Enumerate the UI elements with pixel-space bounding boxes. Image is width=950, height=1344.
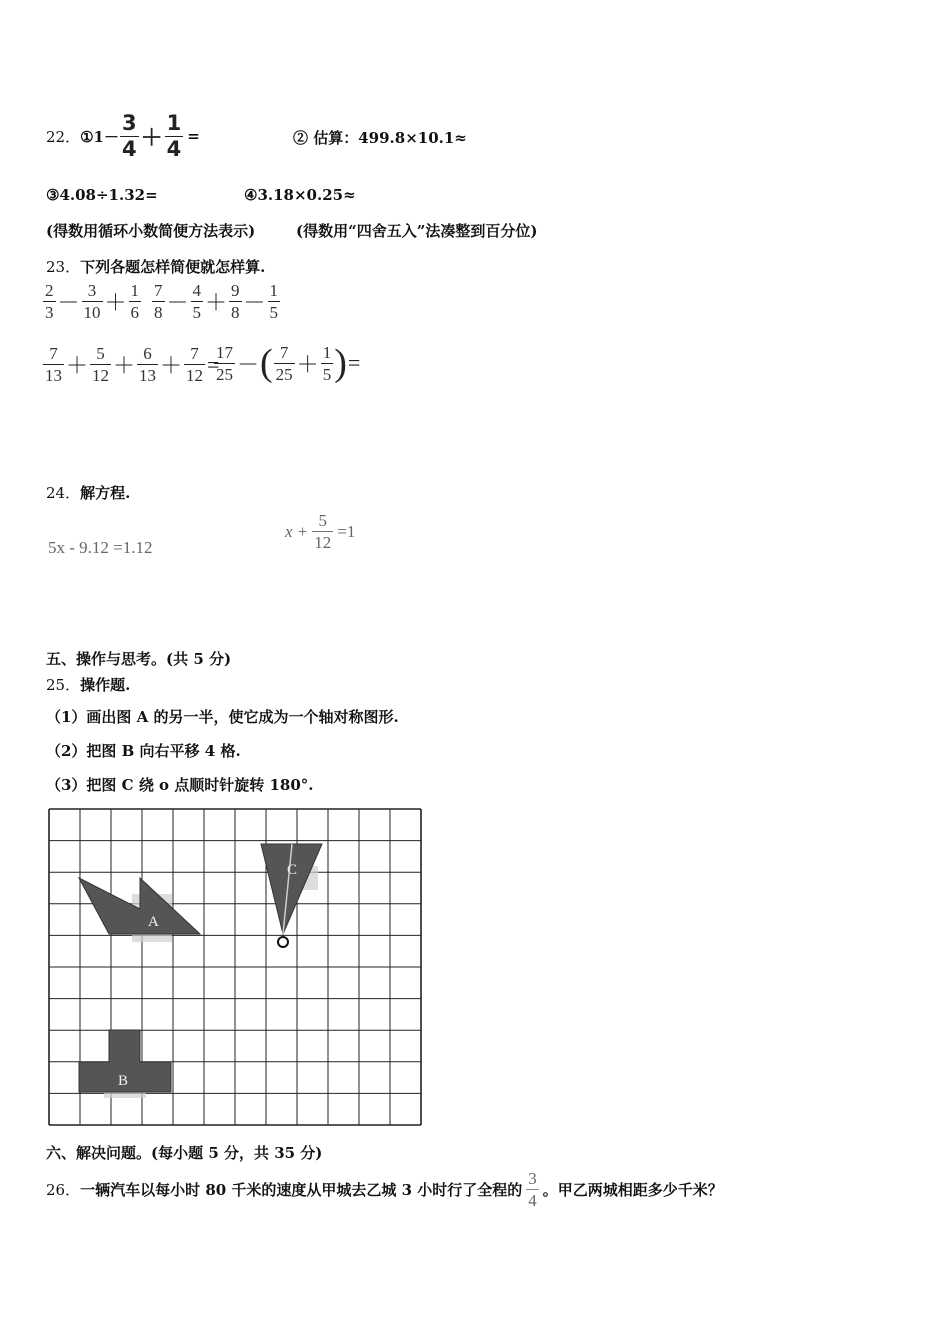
q25-step3: （3）把图 C 绕 o 点顺时针旋转 180°. — [46, 776, 314, 794]
q25-step1: （1）画出图 A 的另一半，使它成为一个轴对称图形. — [46, 708, 399, 726]
q22-part1-prefix: ①1－ — [80, 127, 119, 146]
q24-heading — [46, 482, 130, 503]
q25-number: 25． — [46, 676, 81, 694]
q24-eq2-prefix: x + — [285, 521, 309, 541]
q26-fraction-num: 3 — [528, 1168, 537, 1188]
q22-fraction-2-den: 4 — [166, 136, 182, 161]
q22-fraction-1-den: 4 — [121, 136, 137, 161]
q24-equation2 — [285, 512, 355, 551]
q24-title: 解方程. — [80, 484, 131, 502]
q22-fraction-1 — [120, 110, 139, 161]
point-o — [278, 937, 288, 947]
q24-equation1: 5x - 9.12 =1.12 — [48, 538, 153, 557]
q26-line — [46, 1165, 723, 1213]
q25-step2: （2）把图 B 向右平移 4 格. — [46, 742, 241, 760]
q22-part4: ④3.18×0.25≈ — [244, 186, 356, 204]
q23-expr2: $\frac{7}{8}$ － $\frac{4}{5}$ ＋ $\frac{9}{8}$ － $\frac{1}{5}$ — [154, 281, 279, 322]
q25-title: 操作题. — [80, 676, 131, 694]
label-b: B — [118, 1073, 129, 1089]
q22-number: 22． — [46, 127, 81, 146]
q26-number: 26． — [46, 1180, 81, 1199]
q22-line1 — [46, 104, 200, 168]
q22-part2: ② 估算：499.8×10.1≈ — [293, 129, 467, 147]
q22-fraction-2 — [165, 110, 184, 161]
label-c: C — [287, 862, 298, 878]
q24-eq2-suffix: =1 — [337, 521, 356, 541]
q26-text-before: 一辆汽车以每小时 80 千米的速度从甲城去乙城 3 小时行了全程的 — [80, 1180, 523, 1199]
section6-title: 六、解决问题。(每小题 5 分，共 35 分) — [46, 1144, 323, 1162]
q22-fraction-2-num: 1 — [166, 110, 182, 135]
q24-number: 24． — [46, 484, 81, 502]
section5-title: 五、操作与思考。(共 5 分) — [46, 650, 232, 668]
shape-a — [79, 878, 200, 934]
q22-note2: (得数用“四舍五入”法凑整到百分位) — [296, 222, 538, 240]
q25-grid-figure — [48, 808, 422, 1126]
q23-heading — [46, 256, 265, 277]
q24-eq2-den: 12 — [314, 533, 332, 552]
label-a: A — [148, 914, 159, 930]
q26-text-after: 。甲乙两城相距多少千米？ — [542, 1180, 723, 1199]
q23-expr3: $\frac{7}{13}$ ＋ $\frac{5}{12}$ ＋ $\frac{6}{13}$ ＋ $\frac{7}{12}$ = — [45, 344, 220, 385]
q22-equals: = — [187, 127, 200, 145]
q23-expr4: $\frac{17}{25}$ － ( $\frac{7}{25}$ ＋ $\frac{1}{5}$ ) = — [216, 342, 361, 384]
q22-note1: (得数用循环小数简便方法表示) — [46, 222, 256, 240]
q22-part3: ③4.08÷1.32= — [46, 186, 158, 204]
q23-expr1: $\frac{2}{3}$ － $\frac{3}{10}$ ＋ $\frac{1}{6}$ — [45, 281, 140, 322]
q24-eq2-num: 5 — [318, 511, 328, 530]
q26-fraction-den: 4 — [528, 1190, 537, 1210]
q23-number: 23． — [46, 258, 81, 276]
q22-fraction-1-num: 3 — [121, 110, 137, 135]
q22-plus: ＋ — [140, 124, 163, 150]
q23-title: 下列各题怎样简便就怎样算. — [80, 258, 266, 276]
q25-heading — [46, 674, 130, 695]
